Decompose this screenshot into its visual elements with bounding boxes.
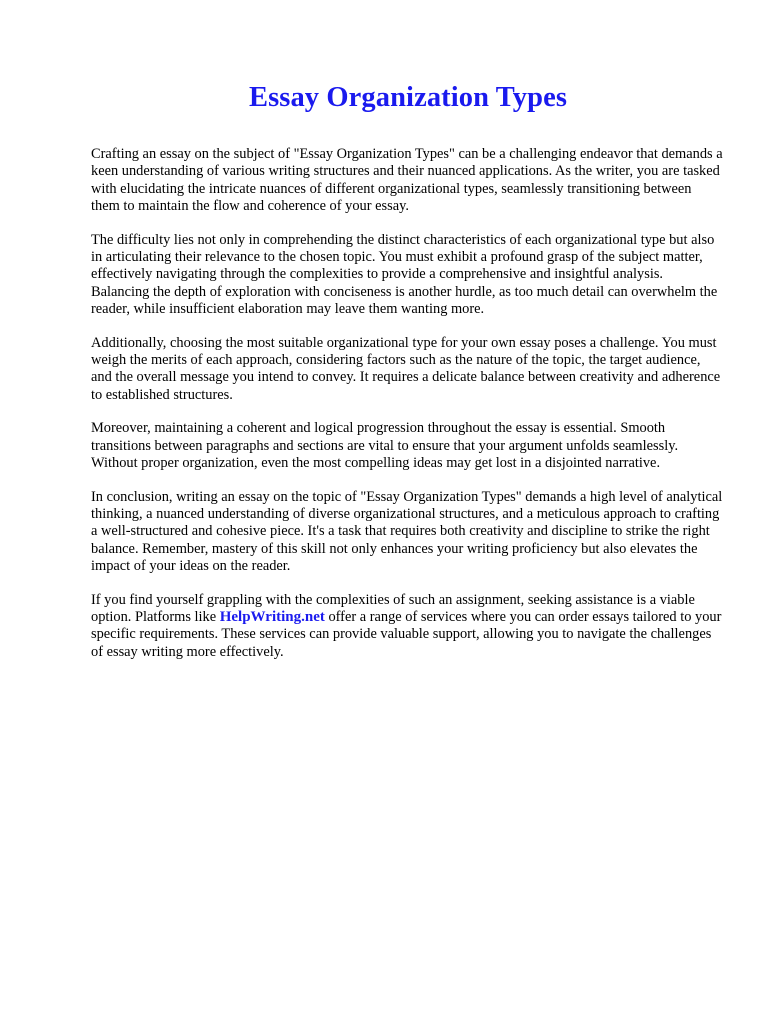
helpwriting-link[interactable]: HelpWriting.net (219, 609, 325, 626)
body-paragraph-6 (91, 592, 723, 661)
body-paragraph-5: In conclusion, writing an essay on the topic of "Essay Organization Types" demands a high level of analytical thinking, a nuanced understanding of diverse organizational structures, and a meticulous approach to crafting a well-structured and cohesive piece. It's a task that requires both creativity and discipline to strike the right balance. Remember, mastery of this skill not only enhances your writing proficiency but also elevates the impact of your ideas on the reader. (91, 488, 723, 574)
paragraph-text-before-link: If you find yourself grappling with the complexities of such an assignment, seeking assistance is a viable option. Platforms like (91, 591, 695, 626)
body-paragraph-1: Crafting an essay on the subject of "Essay Organization Types" can be a challenging endeavor that demands a keen understanding of various writing structures and their nuanced applications. As the writer, you are tasked with elucidating the intricate nuances of different organizational types, seamlessly transitioning between them to maintain the flow and coherence of your essay. (91, 146, 723, 214)
document-title: Essay Organization Types (248, 82, 568, 113)
document-body (91, 146, 723, 677)
paragraph-text-after-link: offer a range of services where you can order essays tailored to your specific requirements. These services can provide valuable support, allowing you to navigate the challenges of essay writing more effectively. (91, 609, 722, 660)
body-paragraph-4: Moreover, maintaining a coherent and logical progression throughout the essay is essential. Smooth transitions between paragraphs and sections are vital to ensure that your argument unfolds seamlessly. Without proper organization, even the most compelling ideas may get lost in a disjointed narrative. (91, 420, 679, 471)
body-paragraph-2: The difficulty lies not only in comprehending the distinct characteristics of each organizational type but also in articulating their relevance to the chosen topic. You must exhibit a profound grasp of the subject matter, effectively navigating through the complexities to provide a comprehensive and insightful analysis. Balancing the depth of exploration with conciseness is another hurdle, as too much detail can overwhelm the reader, while insufficient elaboration may leave them wanting more. (91, 231, 718, 317)
body-paragraph-3: Additionally, choosing the most suitable organizational type for your own essay poses a challenge. You must weigh the merits of each approach, considering factors such as the nature of the topic, the target audience, and the overall message you intend to convey. It requires a delicate balance between creativity and adherence to established structures. (91, 334, 721, 403)
